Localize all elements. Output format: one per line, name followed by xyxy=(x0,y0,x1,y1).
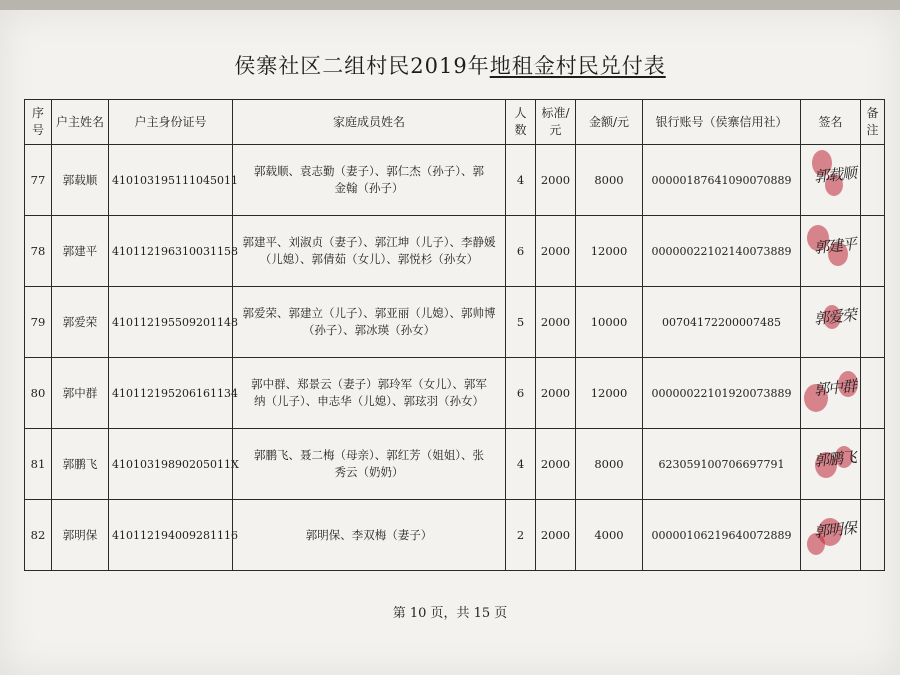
header-standard-line1: 标准/ xyxy=(541,106,570,120)
cell-account: 00000106219640072889 xyxy=(643,500,801,571)
members-line2: （孙子）、郭冰瑛（孙女） xyxy=(302,323,436,337)
title-prefix: 侯寨社区二组村民2019年 xyxy=(234,54,490,78)
header-remark: 备注 xyxy=(861,100,885,145)
cell-amount: 10000 xyxy=(576,287,643,358)
title-underlined: 地租金村民兑付表 xyxy=(489,54,666,78)
cell-amount: 8000 xyxy=(576,429,643,500)
cell-amount: 4000 xyxy=(576,500,643,571)
cell-id-number: 410112194009281116 xyxy=(109,500,233,571)
cell-seq: 82 xyxy=(25,500,52,571)
cell-members xyxy=(233,145,506,216)
cell-account: 00000022102140073889 xyxy=(643,216,801,287)
table-row xyxy=(25,287,885,358)
cell-members xyxy=(233,287,506,358)
cell-owner: 郭中群 xyxy=(52,358,109,429)
cell-account: 00000022101920073889 xyxy=(643,358,801,429)
cell-amount: 12000 xyxy=(576,358,643,429)
cell-standard: 2000 xyxy=(536,358,576,429)
cell-count: 4 xyxy=(506,429,536,500)
cell-members xyxy=(233,500,506,571)
header-amount: 金额/元 xyxy=(576,100,643,145)
cell-signature xyxy=(801,429,861,500)
cell-count: 6 xyxy=(506,358,536,429)
handwritten-signature: 郭鹏飞 xyxy=(813,447,857,471)
header-id: 户主身份证号 xyxy=(109,100,233,145)
cell-owner: 郭爱荣 xyxy=(52,287,109,358)
cell-count: 6 xyxy=(506,216,536,287)
cell-seq: 80 xyxy=(25,358,52,429)
header-standard xyxy=(536,100,576,145)
table-row xyxy=(25,358,885,429)
page-footer: 第 10 页，共 15 页 xyxy=(392,606,508,621)
cell-id-number: 410112195206161134 xyxy=(109,358,233,429)
members-line2: 金翰（孙子） xyxy=(334,181,404,195)
header-row xyxy=(25,100,885,145)
handwritten-signature: 郭中群 xyxy=(813,376,857,400)
table-row xyxy=(25,145,885,216)
members-line1: 郭爱荣、郭建立（儿子）、郭亚丽（儿媳）、郭帅博 xyxy=(242,306,496,320)
cell-signature xyxy=(801,358,861,429)
cell-standard: 2000 xyxy=(536,429,576,500)
cell-id-number: 410112195509201148 xyxy=(109,287,233,358)
cell-seq: 79 xyxy=(25,287,52,358)
cell-owner: 郭建平 xyxy=(52,216,109,287)
cell-seq: 81 xyxy=(25,429,52,500)
members-line2: 秀云（奶奶） xyxy=(334,465,404,479)
cell-amount: 12000 xyxy=(576,216,643,287)
signature-with-fingerprint xyxy=(804,429,857,499)
members-line1: 郭建平、刘淑贞（妻子）、郭江坤（儿子）、李静媛 xyxy=(242,235,496,249)
cell-owner: 郭鹏飞 xyxy=(52,429,109,500)
header-account: 银行账号（侯寨信用社） xyxy=(643,100,801,145)
cell-owner: 郭明保 xyxy=(52,500,109,571)
handwritten-signature: 郭爱荣 xyxy=(813,305,857,329)
cell-seq: 78 xyxy=(25,216,52,287)
signature-with-fingerprint xyxy=(804,145,857,215)
members-line2: （儿媳）、郭倩茹（女儿）、郭悦杉（孙女） xyxy=(259,252,479,266)
table-row xyxy=(25,429,885,500)
header-standard-line2: 元 xyxy=(549,123,562,137)
cell-signature xyxy=(801,500,861,571)
header-count: 人数 xyxy=(506,100,536,145)
members-line1: 郭载顺、袁志勤（妻子）、郭仁杰（孙子）、郭 xyxy=(254,164,484,178)
cell-account: 623059100706697791 xyxy=(643,429,801,500)
header-members: 家庭成员姓名 xyxy=(233,100,506,145)
members-line1: 郭鹏飞、聂二梅（母亲）、郭红芳（姐姐）、张 xyxy=(254,448,484,462)
cell-count: 2 xyxy=(506,500,536,571)
table-body xyxy=(25,145,885,571)
handwritten-signature: 郭建平 xyxy=(813,234,857,258)
signature-with-fingerprint xyxy=(804,500,857,570)
cell-seq: 77 xyxy=(25,145,52,216)
cell-members xyxy=(233,429,506,500)
cell-standard: 2000 xyxy=(536,287,576,358)
members-line1: 郭中群、郑景云（妻子）郭玲军（女儿）、郭军 xyxy=(251,377,487,391)
payment-table xyxy=(24,99,885,571)
signature-with-fingerprint xyxy=(804,216,857,286)
table-row xyxy=(25,216,885,287)
cell-owner: 郭载顺 xyxy=(52,145,109,216)
header-seq: 序号 xyxy=(25,100,52,145)
signature-with-fingerprint xyxy=(804,287,857,357)
cell-count: 4 xyxy=(506,145,536,216)
cell-signature xyxy=(801,287,861,358)
handwritten-signature: 郭明保 xyxy=(813,518,857,542)
document-title xyxy=(0,50,900,80)
cell-standard: 2000 xyxy=(536,145,576,216)
cell-id-number: 410103195111045011 xyxy=(109,145,233,216)
cell-amount: 8000 xyxy=(576,145,643,216)
cell-id-number: 41010319890205011X xyxy=(109,429,233,500)
cell-standard: 2000 xyxy=(536,500,576,571)
cell-signature xyxy=(801,216,861,287)
header-owner: 户主姓名 xyxy=(52,100,109,145)
table-row xyxy=(25,500,885,571)
cell-members xyxy=(233,358,506,429)
members-line1: 郭明保、李双梅（妻子） xyxy=(305,527,433,542)
cell-account: 00704172200007485 xyxy=(643,287,801,358)
cell-members xyxy=(233,216,506,287)
cell-count: 5 xyxy=(506,287,536,358)
members-line2: 纳（儿子）、申志华（儿媳）、郭玹羽（孙女） xyxy=(254,394,484,408)
cell-signature xyxy=(801,145,861,216)
cell-id-number: 410112196310031158 xyxy=(109,216,233,287)
header-signature: 签名 xyxy=(801,100,861,145)
cell-account: 0000018764109007088​9 xyxy=(643,145,801,216)
signature-with-fingerprint xyxy=(804,358,857,428)
cell-standard: 2000 xyxy=(536,216,576,287)
handwritten-signature: 郭载顺 xyxy=(813,163,857,187)
